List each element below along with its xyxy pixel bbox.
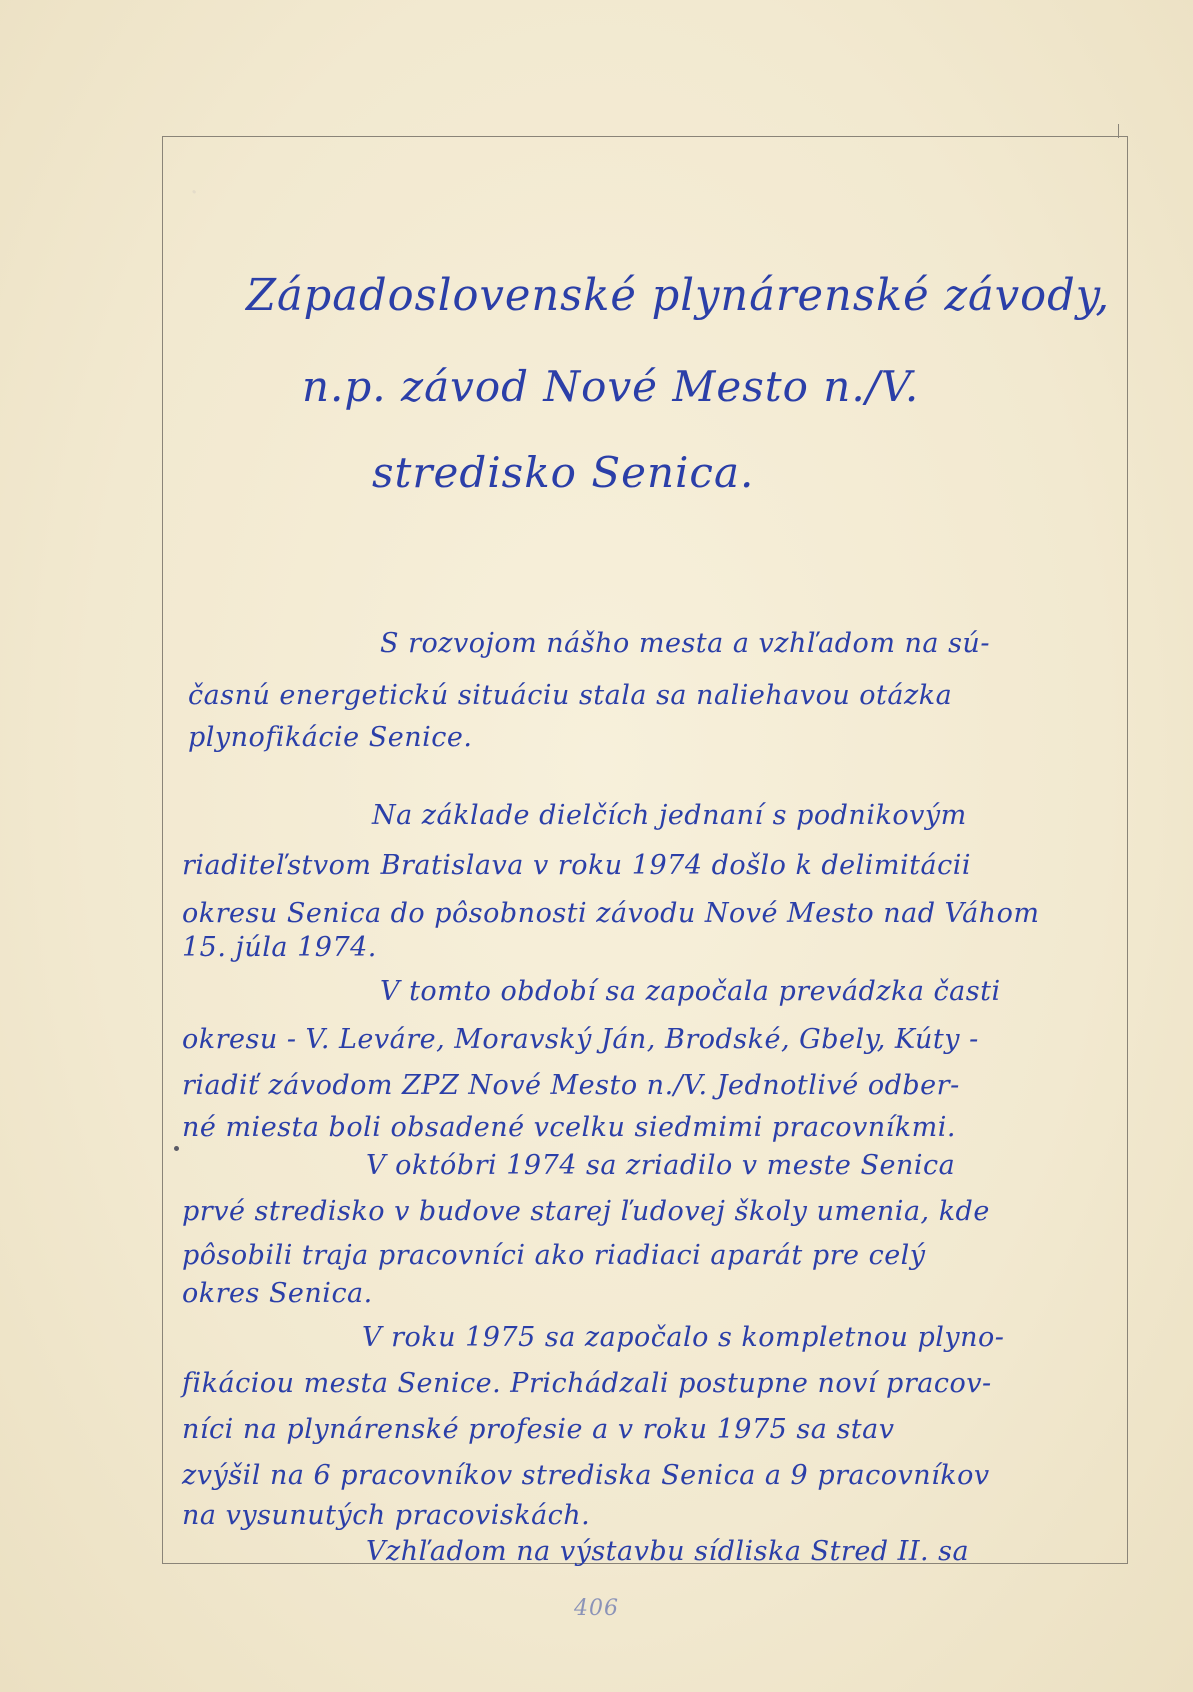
margin-dot	[174, 1146, 179, 1151]
body-line: níci na plynárenské profesie a v roku 1975 sa stav	[182, 1414, 895, 1445]
heading-line-1: Západoslovenské plynárenské závody,	[246, 270, 1111, 321]
page-number: 406	[574, 1596, 619, 1621]
body-line: okresu - V. Leváre, Moravský Ján, Brodské, Gbely, Kúty -	[182, 1024, 979, 1055]
heading-line-3: stredisko Senica.	[372, 448, 755, 497]
body-line: fikáciou mesta Senice. Prichádzali postupne noví pracov-	[182, 1368, 992, 1399]
body-line: zvýšil na 6 pracovníkov strediska Senica a 9 pracovníkov	[182, 1460, 990, 1491]
body-line: na vysunutých pracoviskách.	[182, 1500, 591, 1531]
body-line: okres Senica.	[182, 1278, 373, 1309]
body-line: né miesta boli obsadené vcelku siedmimi pracovníkmi.	[182, 1112, 956, 1143]
body-line: S rozvojom nášho mesta a vzhľadom na sú-	[380, 628, 990, 659]
body-line: riaditeľstvom Bratislava v roku 1974 došlo k delimitácii	[182, 850, 971, 881]
body-line: Na základe dielčích jednaní s podnikovým	[372, 800, 967, 831]
body-line: V októbri 1974 sa zriadilo v meste Senica	[366, 1150, 956, 1181]
body-line: časnú energetickú situáciu stala sa naliehavou otázka	[188, 680, 953, 711]
body-line: Vzhľadom na výstavbu sídliska Stred II. sa	[366, 1536, 970, 1567]
body-line: V tomto období sa započala prevádzka časti	[380, 976, 1001, 1007]
bleed-through-text: .	[190, 170, 199, 200]
body-line: 15. júla 1974.	[182, 932, 377, 963]
body-line: pôsobili traja pracovníci ako riadiaci aparát pre celý	[182, 1240, 926, 1271]
body-line: plynofikácie Senice.	[188, 722, 473, 753]
heading-line-2: n.p. závod Nové Mesto n./V.	[302, 362, 920, 411]
body-line: prvé stredisko v budove starej ľudovej školy umenia, kde	[182, 1196, 990, 1227]
body-line: riadiť závodom ZPZ Nové Mesto n./V. Jednotlivé odber-	[182, 1070, 960, 1101]
body-line: okresu Senica do pôsobnosti závodu Nové Mesto nad Váhom	[182, 898, 1040, 929]
body-line: V roku 1975 sa započalo s kompletnou plyno-	[362, 1322, 1005, 1353]
